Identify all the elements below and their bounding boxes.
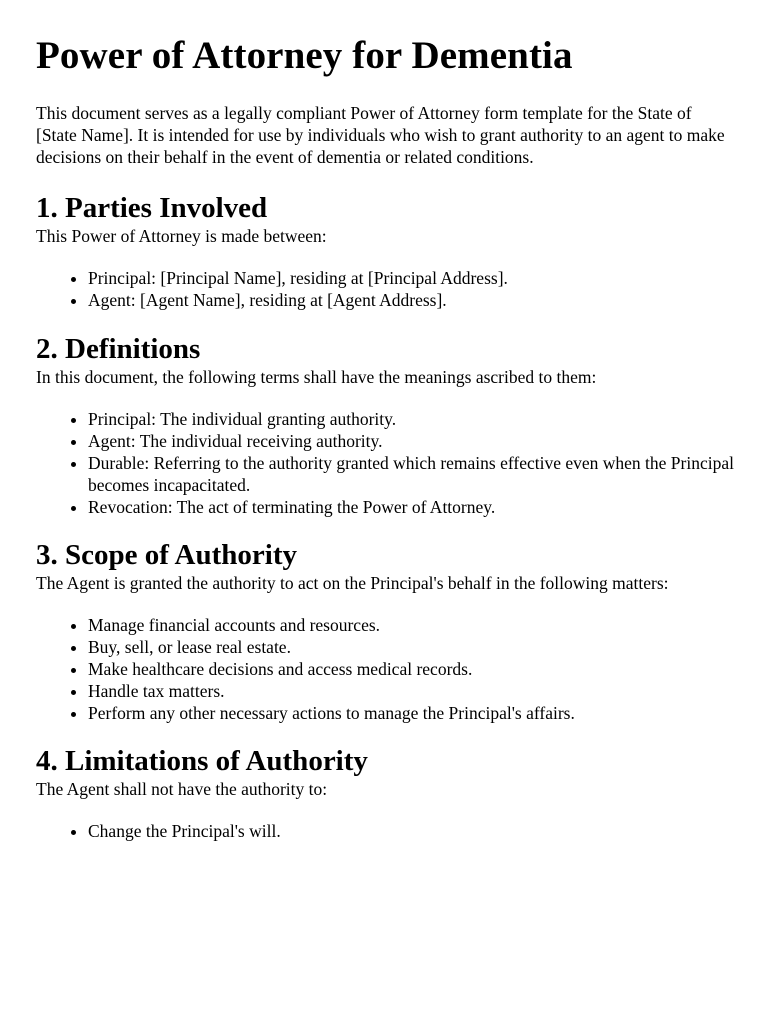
scope-list [36, 614, 734, 724]
limitations-list [36, 820, 734, 842]
list-item: • Change the Principal's will. [88, 820, 734, 842]
intro-paragraph: This document serves as a legally compliant Power of Attorney form template for the State of [State Name]. It is intended for use by individuals who wish to grant authority to an agent to make decisions on their behalf in the event of dementia or related conditions. [36, 103, 725, 167]
document-title: Power of Attorney for Dementia [36, 34, 573, 77]
section-heading-limitations: 4. Limitations of Authority [36, 745, 368, 777]
list-item: • Handle tax matters. [88, 680, 734, 702]
section-heading-parties: 1. Parties Involved [36, 192, 268, 224]
list-item: • Principal: [Principal Name], residing at [Principal Address]. [88, 267, 734, 289]
list-item: • Agent: [Agent Name], residing at [Agent Address]. [88, 289, 734, 311]
section-heading-definitions: 2. Definitions [36, 333, 201, 365]
definitions-list [36, 408, 734, 518]
section-heading-scope: 3. Scope of Authority [36, 539, 297, 571]
section-text-scope: The Agent is granted the authority to act on the Principal's behalf in the following matters: [36, 573, 669, 593]
list-item: • Buy, sell, or lease real estate. [88, 636, 734, 658]
list-item: • Perform any other necessary actions to manage the Principal's affairs. [88, 702, 734, 724]
list-item: • Revocation: The act of terminating the Power of Attorney. [88, 496, 734, 518]
parties-list [36, 267, 734, 311]
section-text-parties: This Power of Attorney is made between: [36, 226, 327, 246]
list-item: • Make healthcare decisions and access medical records. [88, 658, 734, 680]
list-item: • Principal: The individual granting authority. [88, 408, 734, 430]
section-text-definitions: In this document, the following terms shall have the meanings ascribed to them: [36, 367, 597, 387]
list-item: • Manage financial accounts and resources. [88, 614, 734, 636]
list-item: • Durable: Referring to the authority granted which remains effective even when the Principal becomes incapacitated. [88, 452, 734, 496]
section-text-limitations: The Agent shall not have the authority to: [36, 779, 328, 799]
list-item: • Agent: The individual receiving authority. [88, 430, 734, 452]
